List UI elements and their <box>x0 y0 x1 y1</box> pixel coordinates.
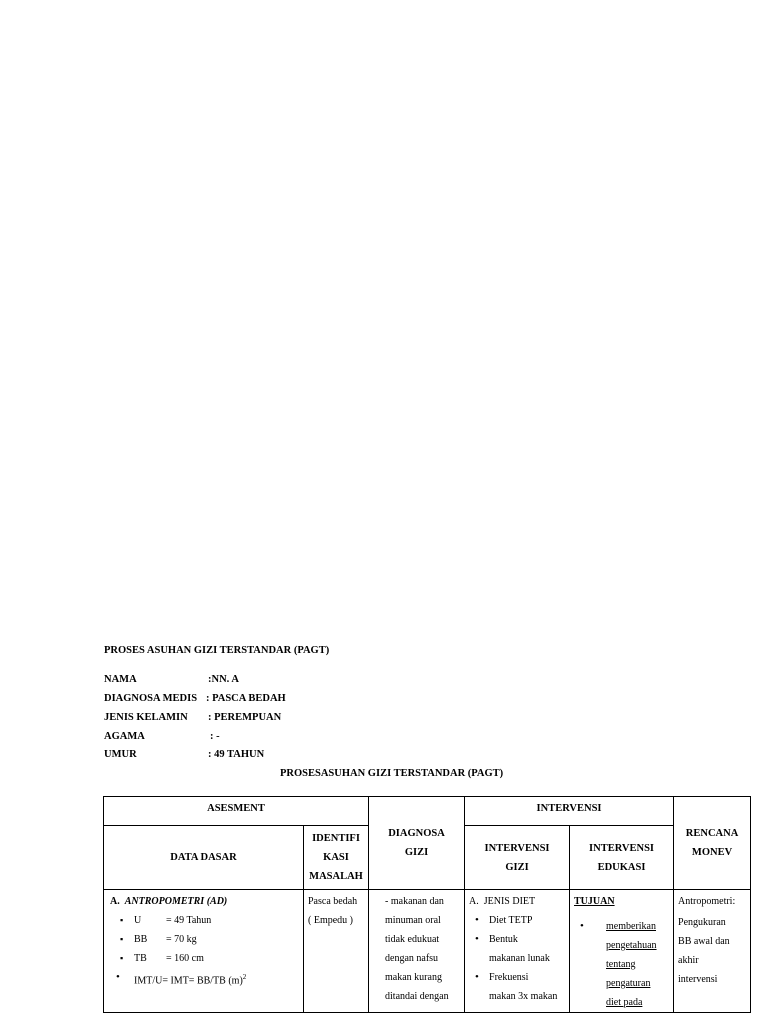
sex-value: : PEREMPUAN <box>208 712 282 723</box>
header-diagnosa-line1: DIAGNOSA <box>388 828 445 839</box>
header-asesment: ASESMENT <box>104 797 369 826</box>
diet-item-line1: • Bentuk <box>489 934 518 945</box>
diagnosa-line: makan kurang <box>385 972 442 983</box>
patient-name-row <box>104 674 239 685</box>
age-row <box>104 749 265 760</box>
header-identifikasi-masalah <box>304 826 369 890</box>
edukasi-line: pengaturan <box>606 978 651 989</box>
header-intervensi-gizi <box>465 826 570 890</box>
header-identifikasi-line2: KASI <box>323 852 349 863</box>
monev-line: intervensi <box>678 974 718 985</box>
masalah-line2: ( Empedu ) <box>308 915 353 926</box>
religion-label: AGAMA <box>104 731 145 742</box>
document-title: PROSES ASUHAN GIZI TERSTANDAR (PAGT) <box>104 645 330 656</box>
religion-row <box>104 731 220 742</box>
age-label: UMUR <box>104 749 137 760</box>
table-title: PROSESASUHAN GIZI TERSTANDAR (PAGT) <box>280 768 504 779</box>
diagnosa-line: dengan nafsu <box>385 953 439 964</box>
jenis-diet-title: JENIS DIET <box>483 896 536 907</box>
header-intervensi: INTERVENSI <box>465 797 674 826</box>
diet-item <box>469 911 565 930</box>
sex-row <box>104 712 282 723</box>
antropometri-value: = 160 cm <box>166 953 204 964</box>
antropometri-list <box>110 911 299 968</box>
patient-name-label: NAMA <box>104 674 137 685</box>
cell-rencana-monev <box>674 890 751 1013</box>
religion-value: : - <box>210 731 220 742</box>
diet-list <box>469 911 565 1006</box>
antropometri-heading <box>110 892 299 911</box>
diet-item-line2: makanan lunak <box>489 953 550 964</box>
jenis-diet-prefix: A. <box>469 896 479 907</box>
edukasi-item <box>574 917 669 1012</box>
cell-diagnosa-gizi <box>369 890 465 1013</box>
edukasi-list <box>574 917 669 1012</box>
cell-data-dasar <box>104 890 304 1013</box>
diet-item <box>469 930 565 968</box>
cell-intervensi-edukasi <box>570 890 674 1013</box>
pagt-table <box>103 796 751 1013</box>
header-monev-line2: MONEV <box>691 847 733 858</box>
monev-line: BB awal dan <box>678 936 730 947</box>
header-diagnosa-gizi <box>369 797 465 890</box>
antropometri-value: = 70 kg <box>166 934 197 945</box>
antropometri-value: = 49 Tahun <box>166 915 212 926</box>
diagnosis-label: DIAGNOSA MEDIS <box>104 693 198 704</box>
monev-line: Pengukuran <box>678 917 726 928</box>
cell-identifikasi-masalah <box>304 890 369 1013</box>
header-intervensi-edukasi <box>570 826 674 890</box>
antropometri-label: TB <box>134 953 147 964</box>
imt-list <box>110 968 299 990</box>
antropometri-label: BB <box>134 934 148 945</box>
diet-item-line2: makan 3x makan <box>489 991 558 1002</box>
diagnosa-line: minuman oral <box>385 915 441 926</box>
diet-item-line1: • Frekuensi <box>489 972 529 983</box>
antropometri-item-tb <box>110 949 299 968</box>
diet-item-line1: • Diet TETP <box>489 915 533 926</box>
diet-item <box>469 968 565 1006</box>
header-diagnosa-line2: GIZI <box>404 847 429 858</box>
diagnosa-line: - makanan dan <box>385 896 444 907</box>
antropometri-label: U <box>134 915 142 926</box>
header-intervensi-gizi-line2: GIZI <box>505 861 529 873</box>
imt-superscript: 2 <box>242 973 247 981</box>
tujuan-title: TUJUAN <box>574 896 615 907</box>
imt-text: IMT/U= IMT= BB/TB (m) <box>134 975 243 987</box>
header-identifikasi-line1: IDENTIFI <box>312 833 360 844</box>
sex-label: JENIS KELAMIN <box>104 712 188 723</box>
monev-line: Antropometri: <box>678 896 736 907</box>
edukasi-line: • memberikan <box>606 921 656 932</box>
antropometri-prefix: A. <box>110 896 120 907</box>
header-intervensi-gizi-line1: INTERVENSI <box>484 842 550 854</box>
header-rencana-monev <box>674 797 751 890</box>
diagnosa-line: ditandai dengan <box>385 991 449 1002</box>
patient-name-value: :NN. A <box>208 674 239 685</box>
diagnosis-value: : PASCA BEDAH <box>206 693 286 704</box>
header-intervensi-edukasi-line2: EDUKASI <box>597 861 646 873</box>
cell-intervensi-gizi <box>465 890 570 1013</box>
age-value: : 49 TAHUN <box>208 749 265 760</box>
diagnosis-row <box>104 693 286 704</box>
header-identifikasi-line3: MASALAH <box>309 871 363 882</box>
antropometri-item-bb <box>110 930 299 949</box>
jenis-diet-heading <box>469 892 565 911</box>
edukasi-line: tentang <box>606 959 636 970</box>
edukasi-line: diet pada <box>606 997 643 1008</box>
header-intervensi-edukasi-line1: INTERVENSI <box>589 842 655 854</box>
header-data-dasar: DATA DASAR <box>104 826 304 890</box>
antropometri-item-u <box>110 911 299 930</box>
diagnosa-line: tidak edukuat <box>385 934 440 945</box>
edukasi-line: pengetahuan <box>606 940 657 951</box>
antropometri-title: ANTROPOMETRI (AD) <box>124 896 228 907</box>
imt-item <box>110 968 299 990</box>
header-monev-line1: RENCANA <box>685 828 739 839</box>
monev-line: akhir <box>678 955 699 966</box>
masalah-line1: Pasca bedah <box>308 896 358 907</box>
